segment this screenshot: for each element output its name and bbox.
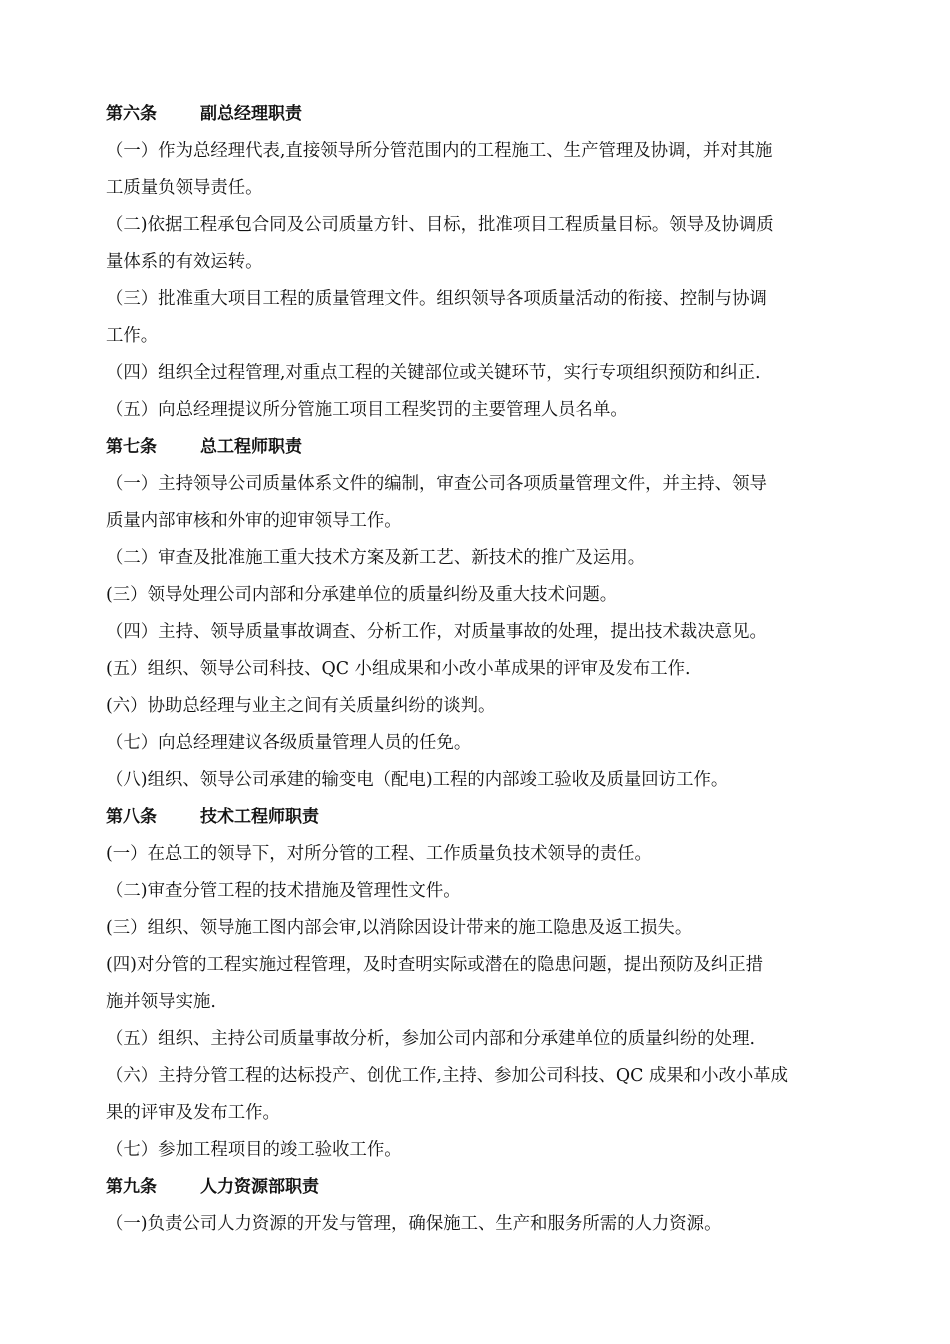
paragraph-line: (四)对分管的工程实施过程管理，及时查明实际或潜在的隐患问题，提出预防及纠正措 xyxy=(106,955,764,975)
paragraph-line: （一）作为总经理代表,直接领导所分管范围内的工程施工、生产管理及协调，并对其施 xyxy=(106,141,773,161)
paragraph-line: (一）在总工的领导下，对所分管的工程、工作质量负技术领导的责任。 xyxy=(106,844,652,864)
paragraph-line: (六）协助总经理与业主之间有关质量纠纷的谈判。 xyxy=(106,696,496,716)
paragraph-line: （六）主持分管工程的达标投产、创优工作,主持、参加公司科技、QC 成果和小改小革成 xyxy=(106,1066,789,1086)
paragraph-line: （二）审查及批准施工重大技术方案及新工艺、新技术的推广及运用。 xyxy=(106,548,646,568)
section-number: 第七条 xyxy=(106,437,157,457)
document-body xyxy=(106,96,854,1243)
paragraph-line: （三）批准重大项目工程的质量管理文件。组织领导各项质量活动的衔接、控制与协调 xyxy=(106,289,767,309)
section-heading xyxy=(106,429,854,466)
paragraph-line: (三）组织、领导施工图内部会审,以消除因设计带来的施工隐患及返工损失。 xyxy=(106,918,693,938)
paragraph-line: （七）向总经理建议各级质量管理人员的任免。 xyxy=(106,733,472,753)
section-heading xyxy=(106,96,854,133)
paragraph-line: （五）向总经理提议所分管施工项目工程奖罚的主要管理人员名单。 xyxy=(106,400,628,420)
paragraph-line: 质量内部审核和外审的迎审领导工作。 xyxy=(106,511,402,531)
paragraph-line: （四）组织全过程管理,对重点工程的关键部位或关键环节，实行专项组织预防和纠正. xyxy=(106,363,761,383)
paragraph-line: 工质量负领导责任。 xyxy=(106,178,263,198)
paragraph-line: （五）组织、主持公司质量事故分析，参加公司内部和分承建单位的质量纠纷的处理. xyxy=(106,1029,755,1049)
paragraph-line: （四）主持、领导质量事故调查、分析工作，对质量事故的处理，提出技术裁决意见。 xyxy=(106,622,767,642)
section-heading xyxy=(106,1169,854,1206)
paragraph-line: 果的评审及发布工作。 xyxy=(106,1103,280,1123)
section-title: 技术工程师职责 xyxy=(200,807,319,827)
section-number: 第九条 xyxy=(106,1177,157,1197)
section-heading xyxy=(106,799,854,836)
paragraph-line: （一）主持领导公司质量体系文件的编制，审查公司各项质量管理文件，并主持、领导 xyxy=(106,474,767,494)
paragraph-line: （二)审查分管工程的技术措施及管理性文件。 xyxy=(106,881,461,901)
section-number: 第八条 xyxy=(106,807,157,827)
paragraph-line: 量体系的有效运转。 xyxy=(106,252,263,272)
paragraph-line: 工作。 xyxy=(106,326,159,346)
paragraph-line: （八)组织、领导公司承建的输变电（配电)工程的内部竣工验收及质量回访工作。 xyxy=(106,770,729,790)
section-title: 总工程师职责 xyxy=(200,437,302,457)
section-number: 第六条 xyxy=(106,104,157,124)
paragraph-line: 施并领导实施. xyxy=(106,992,216,1012)
paragraph-line: (三）领导处理公司内部和分承建单位的质量纠纷及重大技术问题。 xyxy=(106,585,618,605)
paragraph-line: （二)依据工程承包合同及公司质量方针、目标，批准项目工程质量目标。领导及协调质 xyxy=(106,215,774,235)
section-title: 副总经理职责 xyxy=(200,104,302,124)
paragraph-line: （一)负责公司人力资源的开发与管理，确保施工、生产和服务所需的人力资源。 xyxy=(106,1214,722,1234)
section-title: 人力资源部职责 xyxy=(200,1177,319,1197)
paragraph-line: (五）组织、领导公司科技、QC 小组成果和小改小革成果的评审及发布工作. xyxy=(106,659,691,679)
paragraph-line: （七）参加工程项目的竣工验收工作。 xyxy=(106,1140,402,1160)
